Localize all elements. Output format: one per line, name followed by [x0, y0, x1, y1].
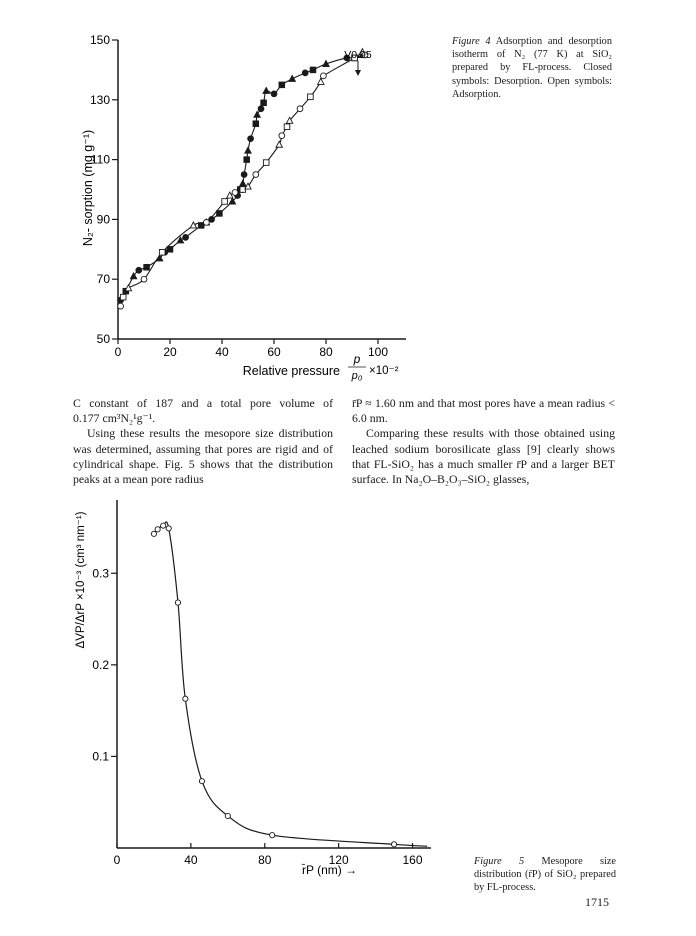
figure5-curves — [154, 522, 427, 846]
body-right-para-1: r̄P ≈ 1.60 nm and that most pores have a mean radius < 6.0 nm. — [352, 396, 615, 426]
figure4-x-tick-label: 80 — [319, 345, 333, 359]
figure4-adsorption-point — [222, 199, 228, 205]
figure5-points — [151, 523, 396, 847]
figure4-axes — [90, 33, 406, 359]
figure4-x-tick-label: 60 — [267, 345, 281, 359]
figure4-xlabel-fraction-num: p — [353, 352, 361, 366]
figure4-xlabel: Relative pressure — [242, 364, 340, 378]
figure4-adsorption-point — [118, 303, 124, 309]
figure4-desorption-point — [245, 147, 251, 153]
figure5-y-tick-label: 0.1 — [92, 749, 109, 764]
figure4-y-tick-label: 50 — [96, 332, 110, 346]
figure5-point — [270, 833, 275, 838]
figure4-caption-text: Adsorption and desorption isotherm of N₂ (77 K) at SiO₂ prepared by FL-process. Closed symbols: Desorption. Open symbols: Adsorption. — [452, 36, 612, 100]
figure4-desorption-point — [302, 70, 308, 76]
figure5-ylabel: ΔVP/ΔrP ×10⁻³ (cm³ nm⁻¹) — [75, 511, 87, 649]
figure4-desorption-point — [217, 211, 223, 217]
figure5-point — [161, 523, 166, 528]
figure4-y-tick-label: 130 — [89, 92, 110, 107]
figure5-caption-label: Figure 5 — [474, 856, 525, 867]
figure4-desorption-point — [248, 136, 254, 142]
figure4-y-tick-label: 70 — [96, 272, 110, 287]
figure4-desorption-point — [310, 67, 316, 73]
figure4-adsorption-point — [159, 249, 165, 255]
figure5-xlabel: r̄P (nm) → — [302, 863, 358, 877]
figure4-curves — [121, 52, 365, 306]
figure4-desorption-point — [253, 121, 259, 127]
figure4-y-tick-label: 90 — [96, 212, 110, 227]
figure5-distribution-curve — [154, 522, 427, 846]
figure5-y-tick-label: 0.3 — [92, 566, 109, 581]
figure4-desorption-point — [263, 87, 269, 93]
figure5-axes — [92, 500, 431, 867]
figure4-chart — [0, 0, 460, 400]
figure4-y-tick-label: 110 — [90, 152, 110, 167]
page-number: 1715 — [585, 895, 609, 909]
body-column-right — [352, 396, 615, 487]
figure4-desorption-point — [244, 157, 250, 163]
figure4-points — [118, 49, 368, 309]
figure5-chart — [0, 490, 460, 890]
figure4-adsorption-point — [253, 172, 259, 178]
figure4-adsorption-curve — [121, 52, 365, 306]
figure5-point — [166, 526, 171, 531]
figure4-adsorption-point — [308, 94, 314, 100]
figure4-adsorption-point — [120, 294, 126, 300]
body-column-left — [73, 396, 333, 487]
figure4-desorption-point — [254, 111, 260, 117]
figure4-x-tick-label: 0 — [114, 345, 122, 359]
figure4-desorption-point — [144, 264, 150, 270]
figure5-y-tick-label: 0.2 — [92, 657, 109, 672]
figure5-point — [391, 842, 396, 847]
figure4-desorption-point — [136, 267, 142, 273]
figure4-adsorption-point — [204, 219, 210, 225]
figure4-desorption-point — [258, 106, 264, 112]
figure4-adsorption-point — [263, 160, 269, 166]
figure4-desorption-point — [271, 91, 277, 97]
figure5-caption-text: Mesopore size distribution (r̄P) of SiO₂ prepared by FL-process. — [474, 856, 617, 894]
figure4-desorption-curve — [121, 55, 363, 300]
figure5-x-tick-label: 80 — [258, 853, 272, 867]
figure4-desorption-point — [240, 180, 246, 186]
figure4-annotation-v095: V0.95 — [344, 49, 372, 61]
body-right-para-2: Comparing these results with those obtained using leached sodium borosilicate glass [9] clearly shows that FL-SiO₂ has a much smaller r̄P and a larger BET surface. In Na₂O–B₂O₃–SiO₂ glasses, — [352, 426, 615, 487]
figure4-xlabel-fraction-den: p₀ — [351, 370, 363, 382]
figure4-xlabel-multiplier: ×10⁻² — [369, 365, 399, 377]
figure5-point — [225, 813, 230, 818]
figure5-x-tick-label: 40 — [184, 853, 198, 867]
figure5-point — [155, 527, 160, 532]
figure4-adsorption-point — [232, 190, 238, 196]
figure4-desorption-point — [279, 82, 285, 88]
figure4-y-tick-label: 150 — [89, 33, 110, 47]
figure4-adsorption-point — [141, 276, 147, 282]
figure4-adsorption-point — [284, 124, 290, 130]
figure5-point — [199, 779, 204, 784]
figure4-desorption-point — [289, 75, 295, 81]
figure5-point — [151, 531, 156, 536]
figure4-desorption-point — [167, 247, 173, 253]
figure4-x-tick-label: 100 — [367, 345, 389, 359]
figure4-adsorption-point — [318, 78, 324, 84]
figure5-x-tick-label: 0 — [113, 853, 121, 867]
figure4-desorption-point — [261, 100, 267, 106]
figure5-x-tick-label: 120 — [328, 853, 349, 867]
figure4-caption — [452, 35, 612, 101]
body-left-para-2: Using these results the mesopore size distribution was determined, assuming that pores are rigid and of cylindrical shape. Fig. 5 shows that the distribution peaks at a mean pore radius — [73, 426, 333, 487]
figure4-desorption-point — [241, 172, 247, 178]
figure5-x-tick-label: 160 — [402, 853, 423, 867]
figure4-adsorption-point — [125, 285, 131, 291]
figure4-ylabel: N₂- sorption (mg g⁻¹) — [81, 129, 95, 247]
figure4-adsorption-point — [190, 222, 196, 228]
figure4-desorption-point — [183, 234, 189, 240]
figure5-point — [175, 600, 180, 605]
figure4-annotation-arrowhead — [355, 70, 361, 76]
body-left-para-1: C constant of 187 and a total pore volume of 0.177 cm³N₂¹g⁻¹. — [73, 396, 333, 426]
figure4-adsorption-point — [321, 73, 327, 79]
figure5-caption — [474, 855, 616, 895]
figure4-adsorption-point — [297, 106, 303, 112]
figure4-adsorption-point — [276, 141, 282, 147]
figure4-caption-label: Figure 4 — [452, 36, 491, 47]
figure4-adsorption-point — [279, 133, 285, 139]
figure4-x-tick-label: 40 — [215, 345, 229, 359]
figure5-point — [183, 696, 188, 701]
figure4-x-tick-label: 20 — [163, 345, 177, 359]
